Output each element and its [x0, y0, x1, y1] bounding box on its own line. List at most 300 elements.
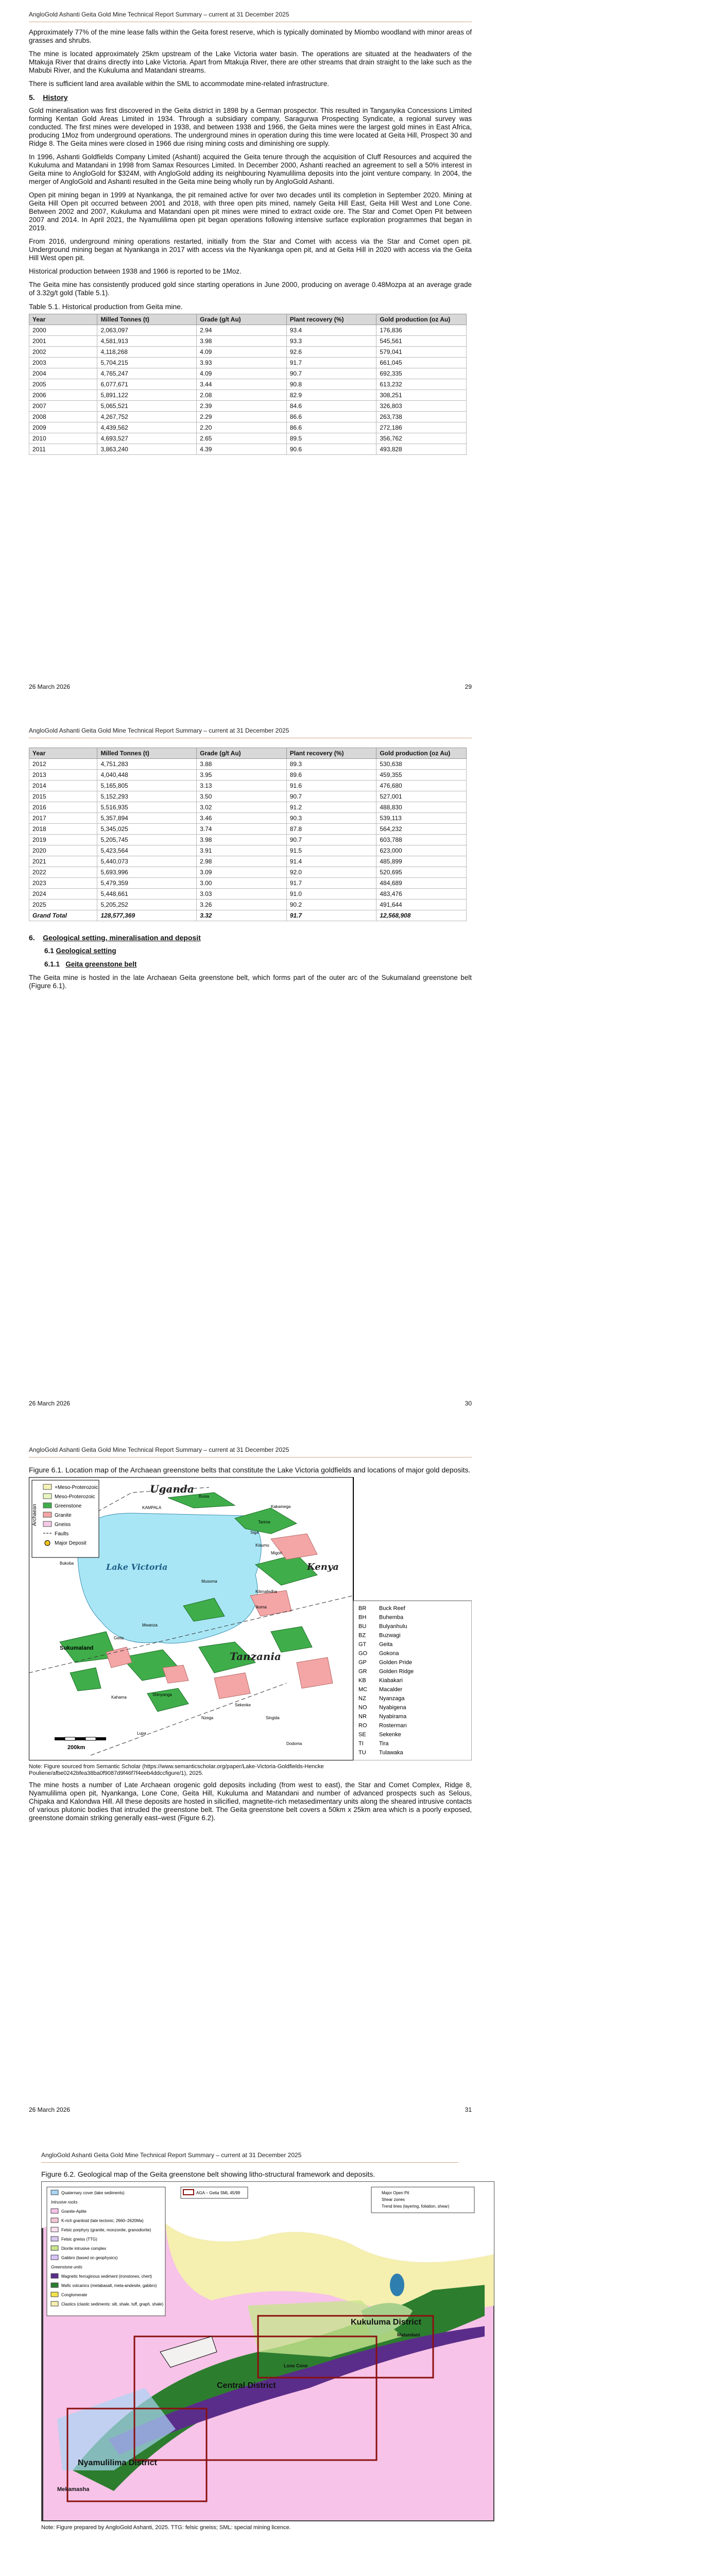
table-cell: 2005: [29, 379, 97, 390]
subsection-heading: 6.1 Geological setting: [44, 947, 116, 955]
column-header: Milled Tonnes (t): [97, 314, 197, 325]
table-row: [29, 845, 467, 856]
paragraph: From 2016, underground mining operations restarted, initially from the Star and Comet with access via the Star and Comet open pit. Underground mining began at Nyankanga in 2017 with access via the Nyankanga open pit, and at Geita Hill in 2020 with access via the Geita Hill West open pit.: [29, 238, 472, 262]
deposit-code: BR: [358, 1605, 367, 1612]
deposit-code: GO: [358, 1650, 368, 1657]
place-label: Bukoba: [60, 1561, 74, 1566]
table-cell: 86.6: [286, 422, 376, 433]
table-caption: Table 5.1. Historical production from Geita mine.: [29, 302, 183, 311]
place-label: Musoma: [201, 1579, 217, 1584]
table-cell: 2023: [29, 878, 97, 889]
legend-item: Gabbro (based on geophysics): [61, 2256, 118, 2260]
table-cell: 93.3: [286, 336, 376, 347]
column-header: Gold production (oz Au): [376, 314, 467, 325]
deposit-code: BZ: [358, 1632, 366, 1639]
table-cell: 2024: [29, 889, 97, 900]
table-cell: 539,113: [376, 813, 467, 824]
deposit-name: Gokona: [379, 1650, 399, 1657]
deposit-name: Geita: [379, 1641, 393, 1648]
place-label: Sekenke: [235, 1703, 251, 1707]
section-heading-history: 5. History: [29, 93, 68, 101]
table-cell: 92.6: [286, 347, 376, 358]
place-label: Kahama: [111, 1695, 127, 1700]
table-cell: 2010: [29, 433, 97, 444]
table-cell: 6,077,671: [97, 379, 197, 390]
legend-item: Diorite intrusive complex: [61, 2246, 107, 2251]
deposit-code: BU: [358, 1623, 367, 1630]
paragraph: The mine is located approximately 25km upstream of the Lake Victoria water basin. The operations are situated at the headwaters of the Mtakuja River that drains directly into Lake Victoria. Apart from Mtakuja River, there are other streams that drain straight to the lake such as the Mabubi River, and the Kukuluma and Matandani streams.: [29, 50, 472, 74]
table-row: [29, 878, 467, 889]
legend-group-label: Archaean: [32, 1504, 38, 1526]
legend-item: Clastics (clastic sediments: silt, shale, tuff, graph. shale): [61, 2302, 164, 2307]
table-row: [29, 358, 467, 368]
place-label: Kisumu: [255, 1543, 269, 1548]
table-row: [29, 900, 467, 910]
table-cell: 3.98: [197, 336, 287, 347]
table-cell: 545,561: [376, 336, 467, 347]
table-cell: 2012: [29, 759, 97, 770]
place-label: Lupa: [137, 1731, 146, 1736]
table-cell: 4,267,752: [97, 412, 197, 422]
table-cell: 90.7: [286, 791, 376, 802]
figure-note: Note: Figure sourced from Semantic Scholar (https://www.semanticscholar.org/paper/Lake-Victoria-Goldfields-Hencke Pouliene/afbe0242bfea38ba0f9087d9f46f7f4eeb4ddccfigure/1), 2025.: [29, 1764, 324, 1776]
table-cell: 2020: [29, 845, 97, 856]
table-row: [29, 336, 467, 347]
legend-item: Granite: [55, 1513, 72, 1518]
table-cell: 603,788: [376, 835, 467, 845]
place-label: Ikoma: [255, 1605, 267, 1609]
legend-swatch: [51, 2301, 58, 2306]
legend-item: Major Deposit: [55, 1540, 87, 1546]
legend-swatch: [51, 2283, 58, 2287]
deposit-name: Buhemba: [379, 1614, 404, 1621]
place-label: Siga: [250, 1530, 259, 1535]
table-cell: 2014: [29, 781, 97, 791]
paragraph: The Geita mine is hosted in the late Archaean Geita greenstone belt, which forms part of the outer arc of the Sukumaland greenstone belt (Figure 6.1).: [29, 974, 472, 990]
legend-swatch: [51, 2190, 58, 2195]
footer-date: 26 March 2026: [29, 1400, 71, 1407]
district-label: Central District: [217, 2381, 276, 2390]
table-cell: 4,765,247: [97, 368, 197, 379]
table-cell: 2001: [29, 336, 97, 347]
page-header: AngloGold Ashanti Geita Gold Mine Technical Report Summary – current at 31 December 2025: [41, 2151, 458, 2163]
deposit-name: Nyanzaga: [379, 1696, 405, 1702]
deposit-code: TU: [358, 1750, 366, 1756]
deposit-code: KB: [358, 1677, 366, 1684]
column-header: Grade (g/t Au): [197, 748, 287, 759]
table-cell: 91.7: [286, 358, 376, 368]
table-cell: 4,118,268: [97, 347, 197, 358]
table-row: [29, 759, 467, 770]
table-cell: 493,828: [376, 444, 467, 455]
paragraph: Gold mineralisation was first discovered in the Geita district in 1898 by a German prospector. This resulted in Tanganyika Concessions Limited forming Kentan Gold Areas Limited in 1934. Through a subsidiary company, Saragurwa Prospecting Syndicate, a regional survey was conducted. The first mines were developed in 1938, and between 1938 and 1966, the Geita mines were the largest gold mines in East Africa, producing 1Moz from underground operations. The underground mines in operation during this time were located at Geita Hill, Prospect 30 and Ridge 8. The Geita mines were closed in 1966 due rising mining costs and diminishing ore supply.: [29, 107, 472, 147]
legend-swatch: [51, 2274, 58, 2278]
place-label: Singida: [266, 1716, 280, 1720]
legend-item: Felsic porphyry (granite, monzonite, granodiorite): [61, 2228, 151, 2232]
table-cell: 488,830: [376, 802, 467, 813]
table-cell: 484,689: [376, 878, 467, 889]
deposit-code: BH: [358, 1614, 367, 1621]
deposit-label: Mekamasha: [57, 2486, 90, 2493]
page-30: [29, 726, 472, 995]
deposit-name: Kiabakari: [379, 1677, 403, 1684]
table-row: [29, 889, 467, 900]
column-header: Plant recovery (%): [286, 748, 376, 759]
table-cell: 2021: [29, 856, 97, 867]
legend-item: +Meso-Proterozoic: [55, 1485, 98, 1490]
table-cell: 2003: [29, 358, 97, 368]
legend-item: Quaternary cover (lake sediments): [61, 2191, 125, 2195]
page-footer: [29, 2106, 472, 2113]
place-label: Migori: [271, 1551, 282, 1555]
legend-item: Granite-Aplite: [61, 2209, 87, 2214]
table-cell: 5,479,359: [97, 878, 197, 889]
table-cell: 128,577,369: [97, 910, 197, 921]
table-cell: 4,439,562: [97, 422, 197, 433]
table-cell: 89.5: [286, 433, 376, 444]
page-29: [29, 10, 472, 455]
legend-swatch: [51, 2292, 58, 2297]
column-header: Year: [29, 748, 97, 759]
legend-item: Trend lines (layering, foliation, shear): [382, 2204, 450, 2209]
table-cell: 4.09: [197, 368, 287, 379]
page-31: [29, 1446, 472, 1827]
table-row: [29, 412, 467, 422]
table-cell: 87.8: [286, 824, 376, 835]
table-cell: 12,568,908: [376, 910, 467, 921]
country-label: Kenya: [307, 1562, 339, 1572]
legend-item: AGA – Geita SML 45/99: [196, 2191, 241, 2195]
paragraph: In 1996, Ashanti Goldfields Company Limited (Ashanti) acquired the Geita tenure through the acquisition of Cluff Resources and acquired the Kukuluma and Matandani in 1998 from Samax Resources Limited. In December 2000, Ashanti reached an agreement to sell a 50% interest in Geita mine to AngloGold for $324M, with AngloGold adding its neighbouring Nyamulilima deposits into the joint venture company. In 2004, the merger of AngloGold and Ashanti resulted in the Geita mine being wholly run by AngloGold Ashanti.: [29, 153, 472, 185]
page-header: AngloGold Ashanti Geita Gold Mine Technical Report Summary – current at 31 December 2025: [29, 10, 472, 22]
paragraph: Approximately 77% of the mine lease falls within the Geita forest reserve, which is typically dominated by Miombo woodland with minor areas of grasses and shrubs.: [29, 28, 472, 44]
table-cell: 2018: [29, 824, 97, 835]
table-cell: 3.95: [197, 770, 287, 781]
table-cell: 613,232: [376, 379, 467, 390]
legend-item: Mafic volcanics (metabasalt, meta-andesite, gabbro): [61, 2283, 157, 2288]
section-heading-geology: 6. Geological setting, mineralisation and deposit: [29, 934, 201, 942]
table-cell: 2.39: [197, 401, 287, 412]
table-cell: 3.93: [197, 358, 287, 368]
table-cell: 3.98: [197, 835, 287, 845]
deposit-name: Bulyanhulu: [379, 1623, 407, 1630]
table-cell: 3.09: [197, 867, 287, 878]
table-cell: 91.2: [286, 802, 376, 813]
table-row: [29, 802, 467, 813]
table-cell: 86.6: [286, 412, 376, 422]
table-cell: 263,738: [376, 412, 467, 422]
legend-item: Greenstone units: [51, 2265, 82, 2269]
table-cell: 2004: [29, 368, 97, 379]
table-cell: 3,863,240: [97, 444, 197, 455]
deposit-code: GP: [358, 1659, 367, 1666]
legend-swatch: [51, 2209, 58, 2213]
table-cell: 3.44: [197, 379, 287, 390]
table-cell: 3.50: [197, 791, 287, 802]
table-cell: 530,638: [376, 759, 467, 770]
deposit-code: GR: [358, 1668, 367, 1675]
table-cell: 4,040,448: [97, 770, 197, 781]
table-cell: 2,063,097: [97, 325, 197, 336]
country-label: Tanzania: [230, 1650, 281, 1663]
table-cell: 2016: [29, 802, 97, 813]
table-cell: 2.20: [197, 422, 287, 433]
legend-item: Magnetic ferruginous sediment (ironstones, chert): [61, 2274, 152, 2279]
table-cell: 5,205,745: [97, 835, 197, 845]
table-cell: 2011: [29, 444, 97, 455]
deposit-name: Rosterman: [379, 1722, 407, 1729]
table-cell: 89.3: [286, 759, 376, 770]
deposit-name: Tira: [379, 1740, 389, 1747]
table-row: [29, 813, 467, 824]
place-label: Geita: [114, 1636, 124, 1640]
legend-item: Conglomerate: [61, 2293, 88, 2297]
page-header: AngloGold Ashanti Geita Gold Mine Technical Report Summary – current at 31 December 2025: [29, 1446, 472, 1458]
table-cell: 5,704,215: [97, 358, 197, 368]
figure-caption: Figure 6.2. Geological map of the Geita greenstone belt showing litho-structural framework and deposits.: [41, 2170, 375, 2178]
table-cell: 5,345,025: [97, 824, 197, 835]
table-cell: 2.29: [197, 412, 287, 422]
table-cell: 91.5: [286, 845, 376, 856]
page-footer: [29, 683, 472, 690]
table-row: [29, 770, 467, 781]
figure-note: Note: Figure prepared by AngloGold Ashanti, 2025. TTG: felsic gneiss; SML: special mining licence.: [41, 2524, 291, 2531]
table-cell: 90.7: [286, 835, 376, 845]
production-table-part-1: [29, 314, 467, 455]
table-row: [29, 791, 467, 802]
table-cell: 2025: [29, 900, 97, 910]
deposit-label: Lone Cone: [284, 2363, 308, 2368]
place-label: Kilimafedha: [255, 1589, 277, 1594]
table-cell: 176,836: [376, 325, 467, 336]
place-label: Mwanza: [142, 1623, 158, 1628]
column-header: Grade (g/t Au): [197, 314, 287, 325]
legend-item: K-rich granitoid (late tectonic; 2660–2620Ma): [61, 2218, 144, 2223]
lake-victoria-goldfields-map: [29, 1477, 472, 1760]
table-cell: 90.7: [286, 368, 376, 379]
table-row: [29, 368, 467, 379]
table-row: [29, 325, 467, 336]
table-cell: 459,355: [376, 770, 467, 781]
geita-geological-map: [41, 2181, 494, 2521]
place-label: KAMPALA: [142, 1505, 162, 1510]
table-cell: 491,644: [376, 900, 467, 910]
table-cell: 4,751,283: [97, 759, 197, 770]
table-cell: 5,423,564: [97, 845, 197, 856]
table-cell: 5,693,996: [97, 867, 197, 878]
column-header: Gold production (oz Au): [376, 748, 467, 759]
table-cell: 527,001: [376, 791, 467, 802]
legend-item: Intrusive rocks: [51, 2200, 78, 2205]
table-cell: Grand Total: [29, 910, 97, 921]
table-cell: 2.98: [197, 856, 287, 867]
table-cell: 5,165,805: [97, 781, 197, 791]
svg-text:200km: 200km: [67, 1744, 85, 1751]
table-cell: 93.4: [286, 325, 376, 336]
table-cell: 90.2: [286, 900, 376, 910]
table-cell: 91.0: [286, 889, 376, 900]
table-cell: 3.02: [197, 802, 287, 813]
table-cell: 483,476: [376, 889, 467, 900]
table-cell: 5,357,894: [97, 813, 197, 824]
place-label: Nzega: [201, 1716, 214, 1720]
column-header: Plant recovery (%): [286, 314, 376, 325]
deposit-name: Buzwagi: [379, 1632, 401, 1639]
table-row: [29, 390, 467, 401]
table-cell: 3.32: [197, 910, 287, 921]
table-cell: 3.00: [197, 878, 287, 889]
legend-swatch: [51, 2227, 58, 2232]
table-cell: 356,762: [376, 433, 467, 444]
table-cell: 2017: [29, 813, 97, 824]
deposit-label: Matandani: [397, 2332, 420, 2337]
table-row: [29, 835, 467, 845]
legend-item: Felsic gneiss (TTG): [61, 2237, 97, 2242]
deposit-name: Golden Pride: [379, 1659, 413, 1666]
column-header: Milled Tonnes (t): [97, 748, 197, 759]
table-row: [29, 347, 467, 358]
deposit-name: Nyabirama: [379, 1714, 407, 1720]
legend-swatch: [51, 2236, 58, 2241]
country-label: Uganda: [150, 1483, 194, 1495]
table-row: [29, 401, 467, 412]
total-row: [29, 910, 467, 921]
table-cell: 90.3: [286, 813, 376, 824]
lake-label: Lake Victoria: [106, 1562, 168, 1572]
subsection-heading: 6.1.1 Geita greenstone belt: [44, 960, 137, 968]
legend-item: Shear zones: [382, 2197, 405, 2202]
table-cell: 4,693,527: [97, 433, 197, 444]
deposit-name: Sekenke: [379, 1732, 401, 1738]
table-cell: 92.0: [286, 867, 376, 878]
table-cell: 326,803: [376, 401, 467, 412]
paragraph: Open pit mining began in 1999 at Nyankanga, the pit remained active for over two decades until its completion in September 2020. Mining at Geita Hill Open pit occurred between 2001 and 2018, with three open pits mined, namely Geita Hill East, Geita Hill West and Lone Cone. Between 2002 and 2007, Kukuluma and Matandani open pit mines were mined to extract oxide ore. The Star and Comet Open Pit between 2007 and 2014. In April 2021, the Nyamulilima open pit began operations following intensive surface exploration programmes that began in 2019.: [29, 191, 472, 232]
table-row: [29, 422, 467, 433]
table-cell: 3.26: [197, 900, 287, 910]
table-cell: 91.6: [286, 781, 376, 791]
district-label: Nyamulilima District: [78, 2459, 157, 2467]
table-cell: 91.4: [286, 856, 376, 867]
legend-item: Major Open Pit: [382, 2191, 409, 2195]
table-cell: 4.09: [197, 347, 287, 358]
deposit-code: MC: [358, 1686, 368, 1693]
table-cell: 90.8: [286, 379, 376, 390]
table-cell: 91.7: [286, 910, 376, 921]
table-cell: 5,891,122: [97, 390, 197, 401]
deposit-code: NZ: [358, 1696, 366, 1702]
table-cell: 89.6: [286, 770, 376, 781]
table-row: [29, 781, 467, 791]
paragraph: The Geita mine has consistently produced gold since starting operations in June 2000, producing on average 0.48Mozpa at an average grade of 3.32g/t gold (Table 5.1).: [29, 281, 472, 297]
table-cell: 564,232: [376, 824, 467, 835]
table-cell: 476,680: [376, 781, 467, 791]
table-cell: 692,335: [376, 368, 467, 379]
place-label: Busia: [199, 1494, 210, 1499]
deposit-name: Nyabigena: [379, 1704, 406, 1711]
legend-item: Greenstone: [55, 1503, 82, 1509]
table-cell: 3.88: [197, 759, 287, 770]
legend-swatch: [51, 2218, 58, 2223]
table-cell: 5,065,521: [97, 401, 197, 412]
place-label: Sukumaland: [60, 1645, 94, 1651]
deposit-name: Buck Reef: [379, 1605, 405, 1612]
deposit-code: RO: [358, 1722, 367, 1729]
deposit-name: Golden Ridge: [379, 1668, 414, 1675]
deposit-code: NR: [358, 1714, 367, 1720]
table-cell: 5,516,935: [97, 802, 197, 813]
table-cell: 3.13: [197, 781, 287, 791]
legend-item: Gneiss: [55, 1522, 71, 1528]
legend-swatch: [51, 2255, 58, 2260]
column-header: Year: [29, 314, 97, 325]
table-row: [29, 867, 467, 878]
table-cell: 623,000: [376, 845, 467, 856]
deposit-name: Tulawaka: [379, 1750, 403, 1756]
table-cell: 5,205,252: [97, 900, 197, 910]
table-row: [29, 856, 467, 867]
deposit-code: SE: [358, 1732, 366, 1738]
table-cell: 661,045: [376, 358, 467, 368]
table-cell: 2008: [29, 412, 97, 422]
table-cell: 2006: [29, 390, 97, 401]
page-header: AngloGold Ashanti Geita Gold Mine Technical Report Summary – current at 31 December 2025: [29, 726, 472, 738]
footer-date: 26 March 2026: [29, 683, 71, 690]
figure-caption: Figure 6.1. Location map of the Archaean greenstone belts that constitute the Lake Victoria goldfields and locations of major gold deposits.: [29, 1466, 471, 1474]
place-label: Shinyanga: [152, 1692, 172, 1697]
table-row: [29, 824, 467, 835]
table-row: [29, 444, 467, 455]
page-footer: [29, 1400, 472, 1407]
table-cell: 5,448,661: [97, 889, 197, 900]
table-cell: 308,251: [376, 390, 467, 401]
table-cell: 2013: [29, 770, 97, 781]
production-table-part-2: [29, 748, 467, 921]
table-cell: 2015: [29, 791, 97, 802]
table-row: [29, 433, 467, 444]
table-cell: 272,186: [376, 422, 467, 433]
table-cell: 2019: [29, 835, 97, 845]
table-cell: 2009: [29, 422, 97, 433]
legend-swatch: [51, 2246, 58, 2250]
table-cell: 3.74: [197, 824, 287, 835]
page-number: 31: [465, 2106, 472, 2113]
paragraph: There is sufficient land area available within the SML to accommodate mine-related infrastructure.: [29, 80, 330, 88]
page-number: 30: [465, 1400, 472, 1407]
page-number: 29: [465, 683, 472, 690]
table-cell: 2000: [29, 325, 97, 336]
table-cell: 2007: [29, 401, 97, 412]
place-label: Kakamega: [271, 1504, 291, 1509]
paragraph: Historical production between 1938 and 1966 is reported to be 1Moz.: [29, 267, 242, 275]
table-cell: 91.7: [286, 878, 376, 889]
table-cell: 5,152,293: [97, 791, 197, 802]
deposit-code: GT: [358, 1641, 367, 1648]
table-cell: 90.6: [286, 444, 376, 455]
table-cell: 2002: [29, 347, 97, 358]
place-label: Tarime: [258, 1520, 271, 1524]
deposit-code: NO: [358, 1704, 367, 1711]
deposit-name: Macalder: [379, 1686, 403, 1693]
page-32: [41, 2151, 700, 2535]
table-cell: 84.6: [286, 401, 376, 412]
place-label: Dodoma: [286, 1741, 302, 1746]
table-row: [29, 379, 467, 390]
legend-item: Meso-Proterozoic: [55, 1494, 95, 1500]
table-cell: 3.91: [197, 845, 287, 856]
deposit-code: TI: [358, 1740, 364, 1747]
table-cell: 2022: [29, 867, 97, 878]
table-cell: 485,899: [376, 856, 467, 867]
